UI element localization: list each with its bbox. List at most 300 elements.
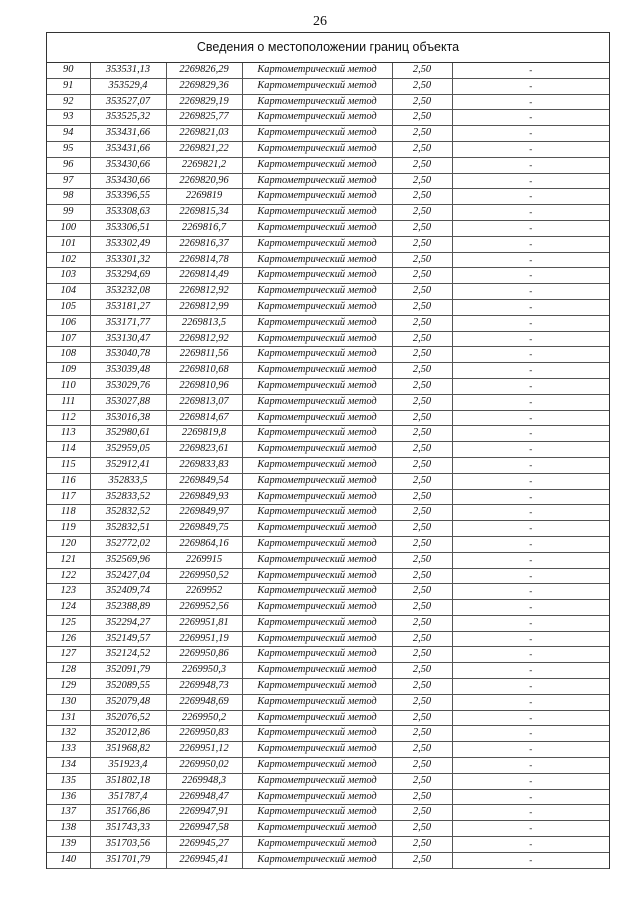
accuracy-cell: 2,50	[392, 789, 452, 805]
method-cell: Картометрический метод	[242, 852, 392, 868]
x-coordinate-cell: 352079,48	[90, 694, 166, 710]
description-cell: -	[452, 742, 609, 758]
description-cell: -	[452, 552, 609, 568]
method-cell: Картометрический метод	[242, 584, 392, 600]
method-cell: Картометрический метод	[242, 805, 392, 821]
accuracy-cell: 2,50	[392, 63, 452, 78]
description-cell: -	[452, 220, 609, 236]
point-number-cell: 99	[47, 205, 90, 221]
table-row	[47, 347, 609, 363]
table-row	[47, 663, 609, 679]
point-number-cell: 94	[47, 126, 90, 142]
method-cell: Картометрический метод	[242, 363, 392, 379]
point-number-cell: 116	[47, 473, 90, 489]
x-coordinate-cell: 353130,47	[90, 331, 166, 347]
accuracy-cell: 2,50	[392, 837, 452, 853]
description-cell: -	[452, 536, 609, 552]
y-coordinate-cell: 2269814,78	[166, 252, 242, 268]
method-cell: Картометрический метод	[242, 473, 392, 489]
accuracy-cell: 2,50	[392, 473, 452, 489]
description-cell: -	[452, 584, 609, 600]
accuracy-cell: 2,50	[392, 78, 452, 94]
y-coordinate-cell: 2269813,5	[166, 315, 242, 331]
y-coordinate-cell: 2269948,47	[166, 789, 242, 805]
description-cell: -	[452, 679, 609, 695]
point-number-cell: 113	[47, 426, 90, 442]
table-row	[47, 363, 609, 379]
table-row	[47, 173, 609, 189]
method-cell: Картометрический метод	[242, 694, 392, 710]
y-coordinate-cell: 2269951,81	[166, 615, 242, 631]
table-row	[47, 647, 609, 663]
method-cell: Картометрический метод	[242, 710, 392, 726]
point-number-cell: 93	[47, 110, 90, 126]
description-cell: -	[452, 363, 609, 379]
y-coordinate-cell: 2269849,75	[166, 521, 242, 537]
x-coordinate-cell: 352427,04	[90, 568, 166, 584]
table-row	[47, 141, 609, 157]
method-cell: Картометрический метод	[242, 315, 392, 331]
table-row	[47, 378, 609, 394]
x-coordinate-cell: 352388,89	[90, 600, 166, 616]
description-cell: -	[452, 473, 609, 489]
point-number-cell: 104	[47, 284, 90, 300]
y-coordinate-cell: 2269823,61	[166, 442, 242, 458]
method-cell: Картометрический метод	[242, 773, 392, 789]
table-row	[47, 442, 609, 458]
x-coordinate-cell: 351703,56	[90, 837, 166, 853]
description-cell: -	[452, 252, 609, 268]
y-coordinate-cell: 2269948,73	[166, 679, 242, 695]
table-row	[47, 331, 609, 347]
description-cell: -	[452, 378, 609, 394]
y-coordinate-cell: 2269829,36	[166, 78, 242, 94]
y-coordinate-cell: 2269915	[166, 552, 242, 568]
y-coordinate-cell: 2269950,2	[166, 710, 242, 726]
table-row	[47, 426, 609, 442]
method-cell: Картометрический метод	[242, 679, 392, 695]
table-row	[47, 284, 609, 300]
accuracy-cell: 2,50	[392, 505, 452, 521]
y-coordinate-cell: 2269952	[166, 584, 242, 600]
point-number-cell: 95	[47, 141, 90, 157]
table-row	[47, 157, 609, 173]
table-row	[47, 726, 609, 742]
method-cell: Картометрический метод	[242, 489, 392, 505]
point-number-cell: 127	[47, 647, 90, 663]
x-coordinate-cell: 351701,79	[90, 852, 166, 868]
point-number-cell: 136	[47, 789, 90, 805]
table-row	[47, 536, 609, 552]
description-cell: -	[452, 410, 609, 426]
table-row	[47, 220, 609, 236]
x-coordinate-cell: 353431,66	[90, 141, 166, 157]
x-coordinate-cell: 353029,76	[90, 378, 166, 394]
method-cell: Картометрический метод	[242, 505, 392, 521]
accuracy-cell: 2,50	[392, 852, 452, 868]
point-number-cell: 125	[47, 615, 90, 631]
table-row	[47, 394, 609, 410]
x-coordinate-cell: 351766,86	[90, 805, 166, 821]
table-body	[47, 63, 609, 868]
y-coordinate-cell: 2269821,03	[166, 126, 242, 142]
point-number-cell: 117	[47, 489, 90, 505]
method-cell: Картометрический метод	[242, 268, 392, 284]
accuracy-cell: 2,50	[392, 394, 452, 410]
table-row	[47, 584, 609, 600]
accuracy-cell: 2,50	[392, 363, 452, 379]
y-coordinate-cell: 2269821,22	[166, 141, 242, 157]
point-number-cell: 107	[47, 331, 90, 347]
table-row	[47, 805, 609, 821]
boundary-coordinates-table	[47, 63, 609, 869]
table-row	[47, 694, 609, 710]
description-cell: -	[452, 631, 609, 647]
x-coordinate-cell: 352294,27	[90, 615, 166, 631]
description-cell: -	[452, 205, 609, 221]
x-coordinate-cell: 352959,05	[90, 442, 166, 458]
y-coordinate-cell: 2269829,19	[166, 94, 242, 110]
accuracy-cell: 2,50	[392, 726, 452, 742]
method-cell: Картометрический метод	[242, 189, 392, 205]
table-row	[47, 110, 609, 126]
x-coordinate-cell: 353430,66	[90, 157, 166, 173]
method-cell: Картометрический метод	[242, 78, 392, 94]
accuracy-cell: 2,50	[392, 647, 452, 663]
y-coordinate-cell: 2269811,56	[166, 347, 242, 363]
x-coordinate-cell: 353525,32	[90, 110, 166, 126]
table-row	[47, 94, 609, 110]
accuracy-cell: 2,50	[392, 141, 452, 157]
method-cell: Картометрический метод	[242, 299, 392, 315]
description-cell: -	[452, 284, 609, 300]
accuracy-cell: 2,50	[392, 442, 452, 458]
method-cell: Картометрический метод	[242, 157, 392, 173]
method-cell: Картометрический метод	[242, 521, 392, 537]
x-coordinate-cell: 353302,49	[90, 236, 166, 252]
point-number-cell: 115	[47, 457, 90, 473]
accuracy-cell: 2,50	[392, 773, 452, 789]
table-row	[47, 205, 609, 221]
x-coordinate-cell: 352569,96	[90, 552, 166, 568]
table-row	[47, 679, 609, 695]
x-coordinate-cell: 353308,63	[90, 205, 166, 221]
y-coordinate-cell: 2269849,93	[166, 489, 242, 505]
x-coordinate-cell: 352833,52	[90, 489, 166, 505]
method-cell: Картометрический метод	[242, 742, 392, 758]
description-cell: -	[452, 615, 609, 631]
point-number-cell: 91	[47, 78, 90, 94]
table-row	[47, 268, 609, 284]
y-coordinate-cell: 2269950,52	[166, 568, 242, 584]
point-number-cell: 119	[47, 521, 90, 537]
x-coordinate-cell: 352772,02	[90, 536, 166, 552]
accuracy-cell: 2,50	[392, 220, 452, 236]
table-row	[47, 410, 609, 426]
accuracy-cell: 2,50	[392, 663, 452, 679]
y-coordinate-cell: 2269951,19	[166, 631, 242, 647]
table-row	[47, 615, 609, 631]
y-coordinate-cell: 2269864,16	[166, 536, 242, 552]
accuracy-cell: 2,50	[392, 205, 452, 221]
description-cell: -	[452, 647, 609, 663]
x-coordinate-cell: 353181,27	[90, 299, 166, 315]
y-coordinate-cell: 2269812,92	[166, 284, 242, 300]
y-coordinate-cell: 2269812,92	[166, 331, 242, 347]
description-cell: -	[452, 663, 609, 679]
point-number-cell: 118	[47, 505, 90, 521]
table-row	[47, 789, 609, 805]
table-row	[47, 315, 609, 331]
point-number-cell: 132	[47, 726, 90, 742]
y-coordinate-cell: 2269825,77	[166, 110, 242, 126]
accuracy-cell: 2,50	[392, 821, 452, 837]
description-cell: -	[452, 505, 609, 521]
x-coordinate-cell: 353531,13	[90, 63, 166, 78]
table-row	[47, 600, 609, 616]
accuracy-cell: 2,50	[392, 173, 452, 189]
method-cell: Картометрический метод	[242, 205, 392, 221]
point-number-cell: 106	[47, 315, 90, 331]
x-coordinate-cell: 352091,79	[90, 663, 166, 679]
description-cell: -	[452, 110, 609, 126]
accuracy-cell: 2,50	[392, 742, 452, 758]
accuracy-cell: 2,50	[392, 347, 452, 363]
point-number-cell: 108	[47, 347, 90, 363]
description-cell: -	[452, 63, 609, 78]
accuracy-cell: 2,50	[392, 679, 452, 695]
x-coordinate-cell: 351802,18	[90, 773, 166, 789]
accuracy-cell: 2,50	[392, 157, 452, 173]
point-number-cell: 135	[47, 773, 90, 789]
accuracy-cell: 2,50	[392, 410, 452, 426]
method-cell: Картометрический метод	[242, 331, 392, 347]
x-coordinate-cell: 351923,4	[90, 758, 166, 774]
y-coordinate-cell: 2269816,7	[166, 220, 242, 236]
accuracy-cell: 2,50	[392, 694, 452, 710]
x-coordinate-cell: 353040,78	[90, 347, 166, 363]
method-cell: Картометрический метод	[242, 442, 392, 458]
point-number-cell: 92	[47, 94, 90, 110]
point-number-cell: 97	[47, 173, 90, 189]
point-number-cell: 109	[47, 363, 90, 379]
y-coordinate-cell: 2269849,97	[166, 505, 242, 521]
table-row	[47, 78, 609, 94]
y-coordinate-cell: 2269810,68	[166, 363, 242, 379]
point-number-cell: 139	[47, 837, 90, 853]
description-cell: -	[452, 726, 609, 742]
y-coordinate-cell: 2269950,83	[166, 726, 242, 742]
point-number-cell: 137	[47, 805, 90, 821]
x-coordinate-cell: 352832,51	[90, 521, 166, 537]
y-coordinate-cell: 2269948,69	[166, 694, 242, 710]
y-coordinate-cell: 2269950,02	[166, 758, 242, 774]
accuracy-cell: 2,50	[392, 615, 452, 631]
page-number: 26	[313, 14, 327, 29]
description-cell: -	[452, 758, 609, 774]
method-cell: Картометрический метод	[242, 94, 392, 110]
x-coordinate-cell: 353039,48	[90, 363, 166, 379]
accuracy-cell: 2,50	[392, 110, 452, 126]
description-cell: -	[452, 347, 609, 363]
accuracy-cell: 2,50	[392, 94, 452, 110]
x-coordinate-cell: 353431,66	[90, 126, 166, 142]
x-coordinate-cell: 351787,4	[90, 789, 166, 805]
table-row	[47, 489, 609, 505]
method-cell: Картометрический метод	[242, 821, 392, 837]
accuracy-cell: 2,50	[392, 710, 452, 726]
y-coordinate-cell: 2269821,2	[166, 157, 242, 173]
point-number-cell: 102	[47, 252, 90, 268]
description-cell: -	[452, 268, 609, 284]
description-cell: -	[452, 773, 609, 789]
table-row	[47, 773, 609, 789]
point-number-cell: 114	[47, 442, 90, 458]
method-cell: Картометрический метод	[242, 220, 392, 236]
table-row	[47, 852, 609, 868]
y-coordinate-cell: 2269815,34	[166, 205, 242, 221]
description-cell: -	[452, 837, 609, 853]
method-cell: Картометрический метод	[242, 568, 392, 584]
accuracy-cell: 2,50	[392, 284, 452, 300]
table-caption: Сведения о местоположении границ объекта	[47, 33, 609, 63]
description-cell: -	[452, 94, 609, 110]
x-coordinate-cell: 352832,52	[90, 505, 166, 521]
x-coordinate-cell: 353430,66	[90, 173, 166, 189]
accuracy-cell: 2,50	[392, 805, 452, 821]
method-cell: Картометрический метод	[242, 631, 392, 647]
y-coordinate-cell: 2269810,96	[166, 378, 242, 394]
method-cell: Картометрический метод	[242, 63, 392, 78]
method-cell: Картометрический метод	[242, 252, 392, 268]
point-number-cell: 130	[47, 694, 90, 710]
description-cell: -	[452, 821, 609, 837]
x-coordinate-cell: 353232,08	[90, 284, 166, 300]
point-number-cell: 111	[47, 394, 90, 410]
y-coordinate-cell: 2269813,07	[166, 394, 242, 410]
x-coordinate-cell: 353301,32	[90, 252, 166, 268]
description-cell: -	[452, 805, 609, 821]
x-coordinate-cell: 353171,77	[90, 315, 166, 331]
method-cell: Картометрический метод	[242, 394, 392, 410]
y-coordinate-cell: 2269826,29	[166, 63, 242, 78]
description-cell: -	[452, 394, 609, 410]
method-cell: Картометрический метод	[242, 126, 392, 142]
method-cell: Картометрический метод	[242, 536, 392, 552]
method-cell: Картометрический метод	[242, 615, 392, 631]
method-cell: Картометрический метод	[242, 236, 392, 252]
table-row	[47, 236, 609, 252]
point-number-cell: 120	[47, 536, 90, 552]
x-coordinate-cell: 353027,88	[90, 394, 166, 410]
description-cell: -	[452, 157, 609, 173]
x-coordinate-cell: 353527,07	[90, 94, 166, 110]
point-number-cell: 100	[47, 220, 90, 236]
y-coordinate-cell: 2269950,86	[166, 647, 242, 663]
point-number-cell: 124	[47, 600, 90, 616]
table-row	[47, 742, 609, 758]
accuracy-cell: 2,50	[392, 536, 452, 552]
description-cell: -	[452, 141, 609, 157]
description-cell: -	[452, 710, 609, 726]
y-coordinate-cell: 2269812,99	[166, 299, 242, 315]
table-row	[47, 126, 609, 142]
accuracy-cell: 2,50	[392, 378, 452, 394]
description-cell: -	[452, 442, 609, 458]
point-number-cell: 133	[47, 742, 90, 758]
point-number-cell: 110	[47, 378, 90, 394]
x-coordinate-cell: 353529,4	[90, 78, 166, 94]
method-cell: Картометрический метод	[242, 758, 392, 774]
method-cell: Картометрический метод	[242, 789, 392, 805]
description-cell: -	[452, 457, 609, 473]
method-cell: Картометрический метод	[242, 552, 392, 568]
method-cell: Картометрический метод	[242, 347, 392, 363]
boundary-table-block	[46, 32, 610, 869]
y-coordinate-cell: 2269952,56	[166, 600, 242, 616]
x-coordinate-cell: 353016,38	[90, 410, 166, 426]
method-cell: Картометрический метод	[242, 426, 392, 442]
table-row	[47, 710, 609, 726]
description-cell: -	[452, 426, 609, 442]
x-coordinate-cell: 353396,55	[90, 189, 166, 205]
point-number-cell: 122	[47, 568, 90, 584]
point-number-cell: 123	[47, 584, 90, 600]
method-cell: Картометрический метод	[242, 726, 392, 742]
accuracy-cell: 2,50	[392, 758, 452, 774]
description-cell: -	[452, 489, 609, 505]
method-cell: Картометрический метод	[242, 410, 392, 426]
x-coordinate-cell: 353306,51	[90, 220, 166, 236]
point-number-cell: 96	[47, 157, 90, 173]
table-row	[47, 837, 609, 853]
table-row	[47, 252, 609, 268]
x-coordinate-cell: 352124,52	[90, 647, 166, 663]
table-row	[47, 631, 609, 647]
description-cell: -	[452, 299, 609, 315]
y-coordinate-cell: 2269947,58	[166, 821, 242, 837]
y-coordinate-cell: 2269833,83	[166, 457, 242, 473]
table-row	[47, 505, 609, 521]
x-coordinate-cell: 352409,74	[90, 584, 166, 600]
description-cell: -	[452, 789, 609, 805]
y-coordinate-cell: 2269950,3	[166, 663, 242, 679]
table-row	[47, 299, 609, 315]
description-cell: -	[452, 331, 609, 347]
point-number-cell: 98	[47, 189, 90, 205]
point-number-cell: 90	[47, 63, 90, 78]
x-coordinate-cell: 352833,5	[90, 473, 166, 489]
point-number-cell: 140	[47, 852, 90, 868]
point-number-cell: 103	[47, 268, 90, 284]
y-coordinate-cell: 2269816,37	[166, 236, 242, 252]
y-coordinate-cell: 2269951,12	[166, 742, 242, 758]
accuracy-cell: 2,50	[392, 521, 452, 537]
x-coordinate-cell: 352076,52	[90, 710, 166, 726]
x-coordinate-cell: 352012,86	[90, 726, 166, 742]
table-row	[47, 473, 609, 489]
accuracy-cell: 2,50	[392, 457, 452, 473]
description-cell: -	[452, 126, 609, 142]
method-cell: Картометрический метод	[242, 457, 392, 473]
y-coordinate-cell: 2269849,54	[166, 473, 242, 489]
x-coordinate-cell: 353294,69	[90, 268, 166, 284]
method-cell: Картометрический метод	[242, 284, 392, 300]
x-coordinate-cell: 351743,33	[90, 821, 166, 837]
accuracy-cell: 2,50	[392, 552, 452, 568]
method-cell: Картометрический метод	[242, 837, 392, 853]
method-cell: Картометрический метод	[242, 647, 392, 663]
